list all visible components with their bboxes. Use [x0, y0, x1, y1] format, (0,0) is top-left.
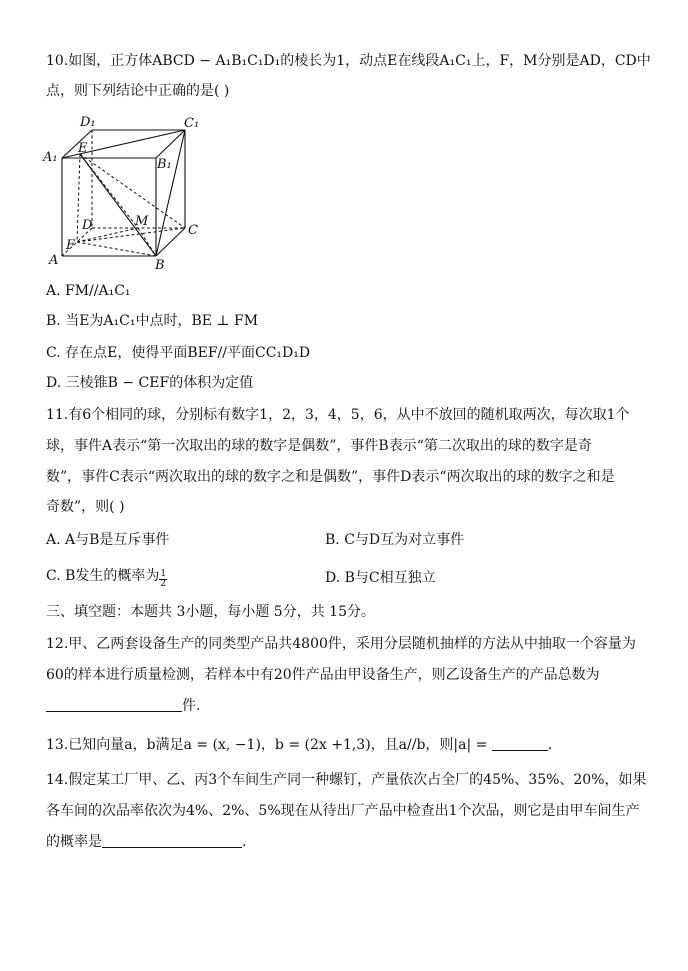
cube-figure — [40, 108, 215, 273]
label-C: C — [188, 223, 198, 238]
q10-option-c: C. 存在点E，使得平面BEF//平面CC₁D₁D — [46, 345, 311, 361]
q11-option-d: D. B与C相互独立 — [325, 570, 436, 586]
q11-option-c — [46, 566, 167, 589]
fraction-one-half — [159, 570, 167, 589]
q11-line-2: 球，事件A表示“第一次取出的球的数字是偶数”，事件B表示“第二次取出的球的数字是奇 — [46, 438, 592, 454]
label-C1: C₁ — [184, 116, 200, 131]
label-M: M — [135, 214, 149, 229]
fraction-numerator: 1 — [160, 569, 167, 579]
q14-answer-blank[interactable] — [102, 833, 242, 848]
fraction-denominator: 2 — [160, 579, 167, 589]
q10-option-d: D. 三棱锥B − CEF的体积为定值 — [46, 375, 254, 391]
q10-option-b: B. 当E为A₁C₁中点时，BE ⊥ FM — [46, 313, 259, 329]
label-F: F — [66, 238, 76, 253]
label-B1: B₁ — [157, 157, 172, 172]
q13-answer-blank[interactable] — [492, 736, 548, 751]
q14-line-2: 各车间的次品率依次为4%、2%、5%现在从待出厂产品中检查出1个次品，则它是由甲车间生产 — [46, 803, 640, 819]
q12-line-3 — [46, 696, 200, 716]
q11-option-c-text: C. B发生的概率为 — [46, 568, 160, 584]
q12-line-1: 12.甲、乙两套设备生产的同类型产品共4800件，采用分层随机抽样的方法从中抽取一个容量为 — [46, 636, 636, 652]
q14-line-1: 14.假定某工厂甲、乙、丙3个车间生产同一种螺钉，产量依次占全厂的45%、35%、20%，如果 — [46, 772, 647, 788]
label-D1: D₁ — [80, 115, 96, 130]
q13-period: . — [547, 737, 553, 753]
q11-line-1: 11.有6个相同的球，分别标有数字1，2，3，4，5，6，从中不放回的随机取两次，每次取1个 — [46, 407, 630, 423]
q10-line-2: 点，则下列结论中正确的是( ) — [46, 83, 230, 99]
q13-text: 13.已知向量a，b满足a = (x, −1)，b = (2x +1,3)，且a//b，则|a| = — [46, 737, 488, 753]
q12-line-2: 60的样本进行质量检测，若样本中有20件产品由甲设备生产，则乙设备生产的产品总数为 — [46, 667, 600, 683]
q11-option-b: B. C与D互为对立事件 — [325, 532, 465, 548]
q11-line-3: 数”，事件C表示“两次取出的球的数字之和是偶数”，事件D表示“两次取出的球的数字之和是 — [46, 469, 615, 485]
section-3-heading: 三、填空题：本题共 3小题，每小题 5分，共 15分。 — [46, 604, 375, 620]
label-E: E — [78, 141, 88, 156]
q10-line-1: 10.如图，正方体ABCD − A₁B₁C₁D₁的棱长为1，动点E在线段A₁C₁上，F，M分别是AD，CD中 — [46, 53, 651, 69]
label-A1: A₁ — [43, 150, 58, 165]
q12-unit: 件. — [182, 698, 201, 714]
q13-line — [46, 735, 552, 755]
q14-period: . — [242, 834, 247, 850]
label-B: B — [155, 258, 165, 273]
label-A: A — [49, 253, 59, 268]
q12-answer-blank[interactable] — [46, 697, 182, 712]
q14-line-3 — [46, 832, 246, 852]
q11-option-a: A. A与B是互斥事件 — [46, 532, 170, 548]
q11-line-4: 奇数”，则( ) — [46, 499, 125, 515]
label-D: D — [82, 218, 93, 233]
q10-option-a: A. FM//A₁C₁ — [46, 283, 131, 299]
q14-text: 的概率是 — [46, 834, 102, 850]
